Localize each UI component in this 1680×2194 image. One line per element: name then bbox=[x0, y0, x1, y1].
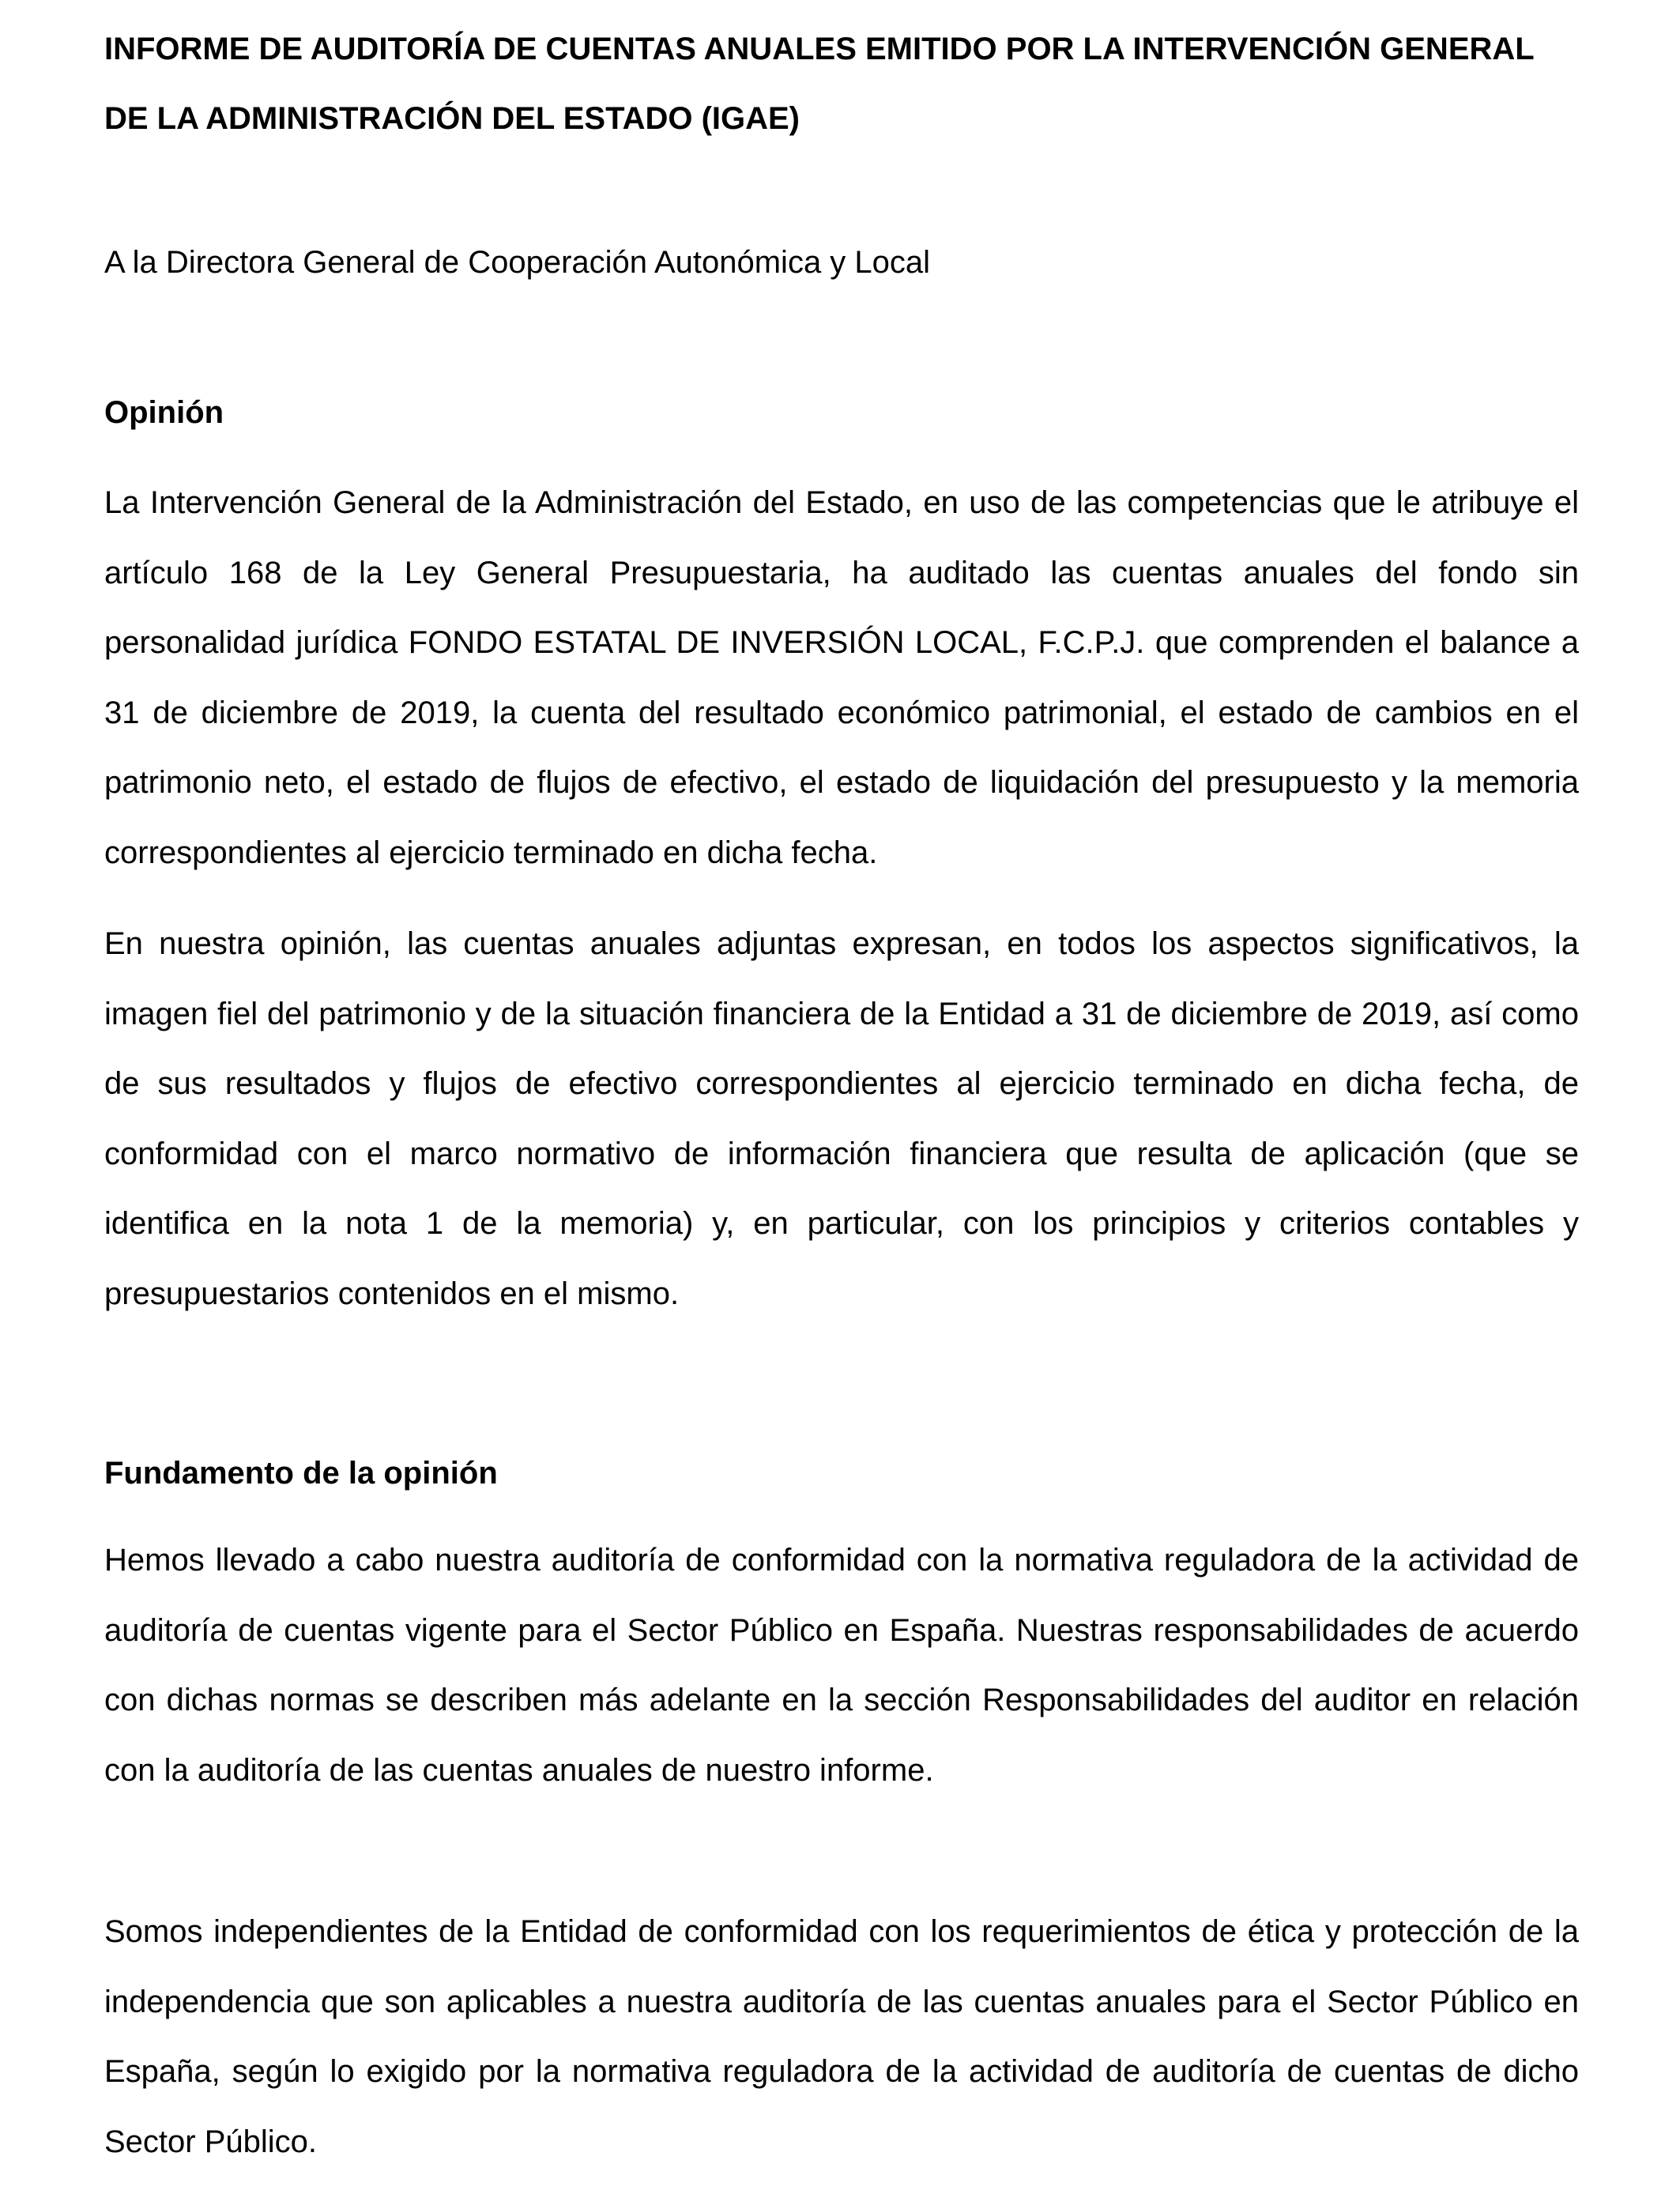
opinion-paragraph-2: En nuestra opinión, las cuentas anuales adjuntas expresan, en todos los aspectos significativos, la imagen fiel del patrimonio y de la situación financiera de la Entidad a 31 de diciembre de 2019, así como de sus resultados y flujos de efectivo correspondientes al ejercicio terminado en dicha fecha, de conformidad con el marco normativo de información financiera que resulta de aplicación (que se identifica en la nota 1 de la memoria) y, en particular, con los principios y criterios contables y presupuestarios contenidos en el mismo. bbox=[104, 926, 1579, 1311]
report-title: INFORME DE AUDITORÍA DE CUENTAS ANUALES EMITIDO POR LA INTERVENCIÓN GENERAL DE LA ADMINISTRACIÓN DEL ESTADO (IGAE) bbox=[104, 32, 1534, 136]
addressee-line: A la Directora General de Cooperación Autonómica y Local bbox=[104, 245, 931, 280]
opinion-paragraph-1: La Intervención General de la Administración del Estado, en uso de las competencias que le atribuye el artículo 168 de la Ley General Presupuestaria, ha auditado las cuentas anuales del fondo sin personalidad jurídica FONDO ESTATAL DE INVERSIÓN LOCAL, F.C.P.J. que comprenden el balance a 31 de diciembre de 2019, la cuenta del resultado económico patrimonial, el estado de cambios en el patrimonio neto, el estado de flujos de efectivo, el estado de liquidación del presupuesto y la memoria correspondientes al ejercicio terminado en dicha fecha. bbox=[104, 485, 1579, 870]
section-heading-fundamento: Fundamento de la opinión bbox=[104, 1456, 498, 1491]
section-heading-opinion: Opinión bbox=[104, 395, 224, 430]
fundamento-paragraph-1: Hemos llevado a cabo nuestra auditoría de conformidad con la normativa reguladora de la actividad de auditoría de cuentas vigente para el Sector Público en España. Nuestras responsabilidades de acuerdo con dichas normas se describen más adelante en la sección Responsabilidades del auditor en relación con la auditoría de las cuentas anuales de nuestro informe. bbox=[104, 1543, 1579, 1788]
fundamento-paragraph-2: Somos independientes de la Entidad de conformidad con los requerimientos de ética y protección de la independencia que son aplicables a nuestra auditoría de las cuentas anuales para el Sector Público en España, según lo exigido por la normativa reguladora de la actividad de auditoría de cuentas de dicho Sector Público. bbox=[104, 1914, 1579, 2159]
